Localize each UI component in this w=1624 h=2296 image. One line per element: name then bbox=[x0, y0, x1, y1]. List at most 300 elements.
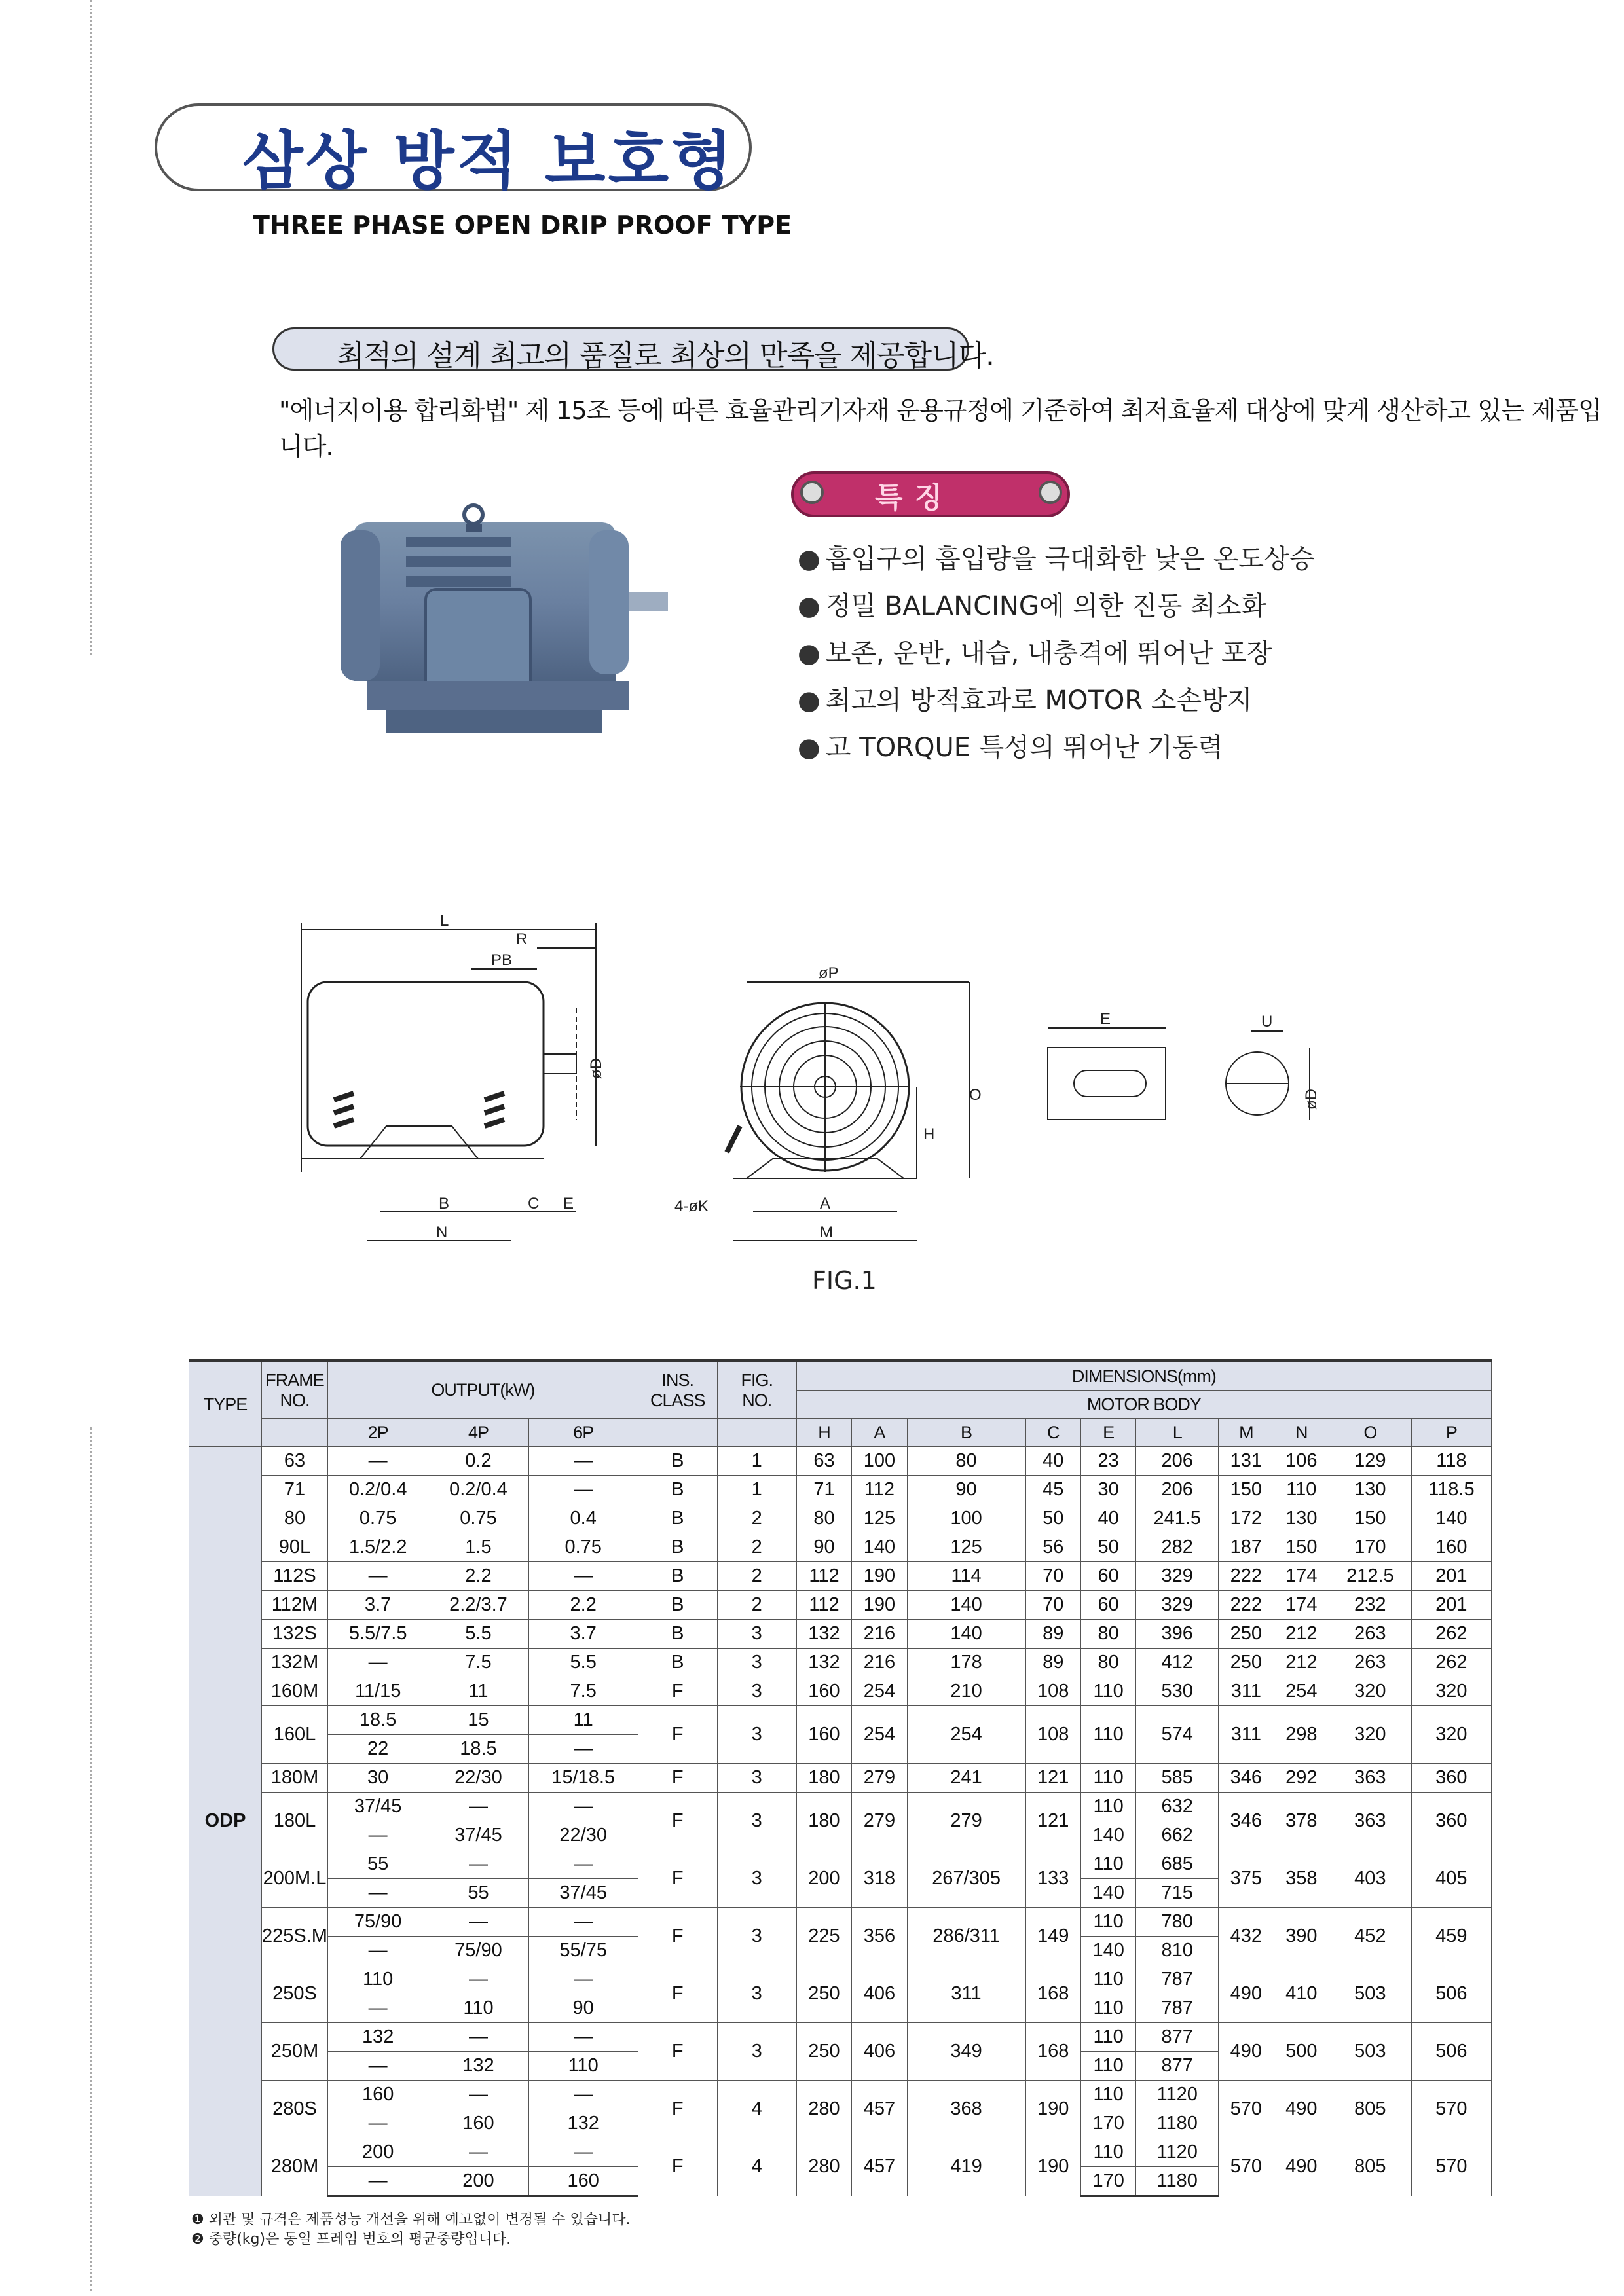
frame-cell: 132M bbox=[262, 1649, 328, 1677]
dim-b-cell: 254 bbox=[907, 1706, 1025, 1764]
dim-p-cell: 360 bbox=[1411, 1793, 1491, 1850]
frame-cell: 250M bbox=[262, 2023, 328, 2081]
output-6p-cell: 110 bbox=[528, 2052, 638, 2081]
dim-o-cell: 363 bbox=[1329, 1793, 1411, 1850]
output-6p-cell: — bbox=[528, 2023, 638, 2052]
dim-n-cell: 110 bbox=[1274, 1476, 1329, 1504]
dim-n-cell: 490 bbox=[1274, 2081, 1329, 2138]
ins-cell: B bbox=[638, 1591, 717, 1620]
output-4p-cell: 0.75 bbox=[428, 1504, 528, 1533]
dim-p-cell: 160 bbox=[1411, 1533, 1491, 1562]
dim-h-cell: 112 bbox=[796, 1562, 851, 1591]
feature-item: ● 보존, 운반, 내습, 내충격에 뛰어난 포장 bbox=[798, 638, 1272, 668]
output-4p-cell: — bbox=[428, 2138, 528, 2167]
fig-cell: 3 bbox=[717, 1965, 796, 2023]
frame-cell: 225S.M bbox=[262, 1908, 328, 1965]
table-row bbox=[189, 2023, 1492, 2052]
frame-cell: 200M.L bbox=[262, 1850, 328, 1908]
dim-m-cell: 250 bbox=[1219, 1649, 1274, 1677]
dim-h-cell: 160 bbox=[796, 1677, 851, 1706]
col-6p: 6P bbox=[528, 1419, 638, 1447]
output-2p-cell: — bbox=[328, 2052, 428, 2081]
dim-p-cell: 320 bbox=[1411, 1706, 1491, 1764]
output-2p-cell: 37/45 bbox=[328, 1793, 428, 1821]
dim-l-cell: 632 bbox=[1136, 1793, 1219, 1821]
dim-l-cell: 787 bbox=[1136, 1965, 1219, 1994]
dim-e-cell: 40 bbox=[1080, 1504, 1135, 1533]
ins-cell: B bbox=[638, 1620, 717, 1649]
dim-l-cell: 412 bbox=[1136, 1649, 1219, 1677]
dim-a-cell: 140 bbox=[852, 1533, 907, 1562]
col-m: M bbox=[1219, 1419, 1274, 1447]
bullet-icon: ● bbox=[798, 638, 821, 668]
dim-b-cell: 140 bbox=[907, 1591, 1025, 1620]
dim-e-cell: 140 bbox=[1080, 1879, 1135, 1908]
output-6p-cell: 3.7 bbox=[528, 1620, 638, 1649]
ins-cell: B bbox=[638, 1447, 717, 1476]
dim-p-cell: 262 bbox=[1411, 1620, 1491, 1649]
output-4p-cell: 1.5 bbox=[428, 1533, 528, 1562]
col-type: TYPE bbox=[189, 1361, 262, 1447]
intro-description: "에너지이용 합리화법" 제 15조 등에 따른 효율관리기자재 운용규정에 기준하여 최저효율제 대상에 맞게 생산하고 있는 제품입니다. bbox=[279, 396, 1602, 461]
frame-cell: 71 bbox=[262, 1476, 328, 1504]
table-row bbox=[189, 1908, 1492, 1937]
output-2p-cell: 132 bbox=[328, 2023, 428, 2052]
dim-label: R bbox=[516, 930, 528, 948]
col-e: E bbox=[1080, 1419, 1135, 1447]
pill-knob-icon bbox=[1039, 481, 1062, 504]
dim-p-cell: 506 bbox=[1411, 2023, 1491, 2081]
output-2p-cell: — bbox=[328, 1821, 428, 1850]
dim-l-cell: 715 bbox=[1136, 1879, 1219, 1908]
dim-l-cell: 585 bbox=[1136, 1764, 1219, 1793]
spec-table bbox=[189, 1359, 1492, 2197]
ins-cell: F bbox=[638, 1965, 717, 2023]
dim-m-cell: 172 bbox=[1219, 1504, 1274, 1533]
fig-cell: 3 bbox=[717, 1649, 796, 1677]
fig-cell: 3 bbox=[717, 1764, 796, 1793]
dim-l-cell: 329 bbox=[1136, 1591, 1219, 1620]
dim-h-cell: 63 bbox=[796, 1447, 851, 1476]
output-6p-cell: — bbox=[528, 1447, 638, 1476]
dim-h-cell: 160 bbox=[796, 1706, 851, 1764]
table-row bbox=[189, 1533, 1492, 1562]
output-2p-cell: 22 bbox=[328, 1735, 428, 1764]
dim-p-cell: 262 bbox=[1411, 1649, 1491, 1677]
dim-c-cell: 133 bbox=[1025, 1850, 1080, 1908]
dim-e-cell: 140 bbox=[1080, 1937, 1135, 1965]
frame-cell: 112M bbox=[262, 1591, 328, 1620]
ins-cell: B bbox=[638, 1562, 717, 1591]
fig-cell: 2 bbox=[717, 1591, 796, 1620]
dim-m-cell: 150 bbox=[1219, 1476, 1274, 1504]
table-row bbox=[189, 1850, 1492, 1879]
output-6p-cell: 0.4 bbox=[528, 1504, 638, 1533]
output-4p-cell: — bbox=[428, 2023, 528, 2052]
output-4p-cell: 132 bbox=[428, 2052, 528, 2081]
dim-b-cell: 279 bbox=[907, 1793, 1025, 1850]
output-2p-cell: — bbox=[328, 1937, 428, 1965]
table-row bbox=[189, 1677, 1492, 1706]
bullet-icon: ● bbox=[798, 733, 821, 763]
dim-e-cell: 110 bbox=[1080, 2023, 1135, 2052]
dim-h-cell: 90 bbox=[796, 1533, 851, 1562]
output-2p-cell: 110 bbox=[328, 1965, 428, 1994]
col-ins: INS. CLASS bbox=[638, 1361, 717, 1419]
dim-e-cell: 50 bbox=[1080, 1533, 1135, 1562]
col-n: N bbox=[1274, 1419, 1329, 1447]
output-6p-cell: — bbox=[528, 1476, 638, 1504]
dim-e-cell: 170 bbox=[1080, 2167, 1135, 2196]
dim-b-cell: 267/305 bbox=[907, 1850, 1025, 1908]
output-2p-cell: — bbox=[328, 2167, 428, 2196]
frame-cell: 90L bbox=[262, 1533, 328, 1562]
dim-h-cell: 280 bbox=[796, 2138, 851, 2196]
dim-label: 4-øK bbox=[674, 1197, 709, 1215]
fig-cell: 1 bbox=[717, 1476, 796, 1504]
dim-a-cell: 190 bbox=[852, 1591, 907, 1620]
output-6p-cell: 7.5 bbox=[528, 1677, 638, 1706]
margin-guide bbox=[90, 1427, 92, 2291]
dim-o-cell: 130 bbox=[1329, 1476, 1411, 1504]
dim-c-cell: 190 bbox=[1025, 2138, 1080, 2196]
dim-n-cell: 130 bbox=[1274, 1504, 1329, 1533]
dim-l-cell: 1180 bbox=[1136, 2109, 1219, 2138]
frame-sub-blank bbox=[262, 1419, 328, 1447]
table-row bbox=[189, 1562, 1492, 1591]
shaft-views bbox=[1048, 1010, 1320, 1120]
frame-cell: 250S bbox=[262, 1965, 328, 2023]
dim-l-cell: 662 bbox=[1136, 1821, 1219, 1850]
dim-m-cell: 432 bbox=[1219, 1908, 1274, 1965]
dim-h-cell: 225 bbox=[796, 1908, 851, 1965]
output-6p-cell: — bbox=[528, 2138, 638, 2167]
frame-cell: 63 bbox=[262, 1447, 328, 1476]
output-4p-cell: 0.2/0.4 bbox=[428, 1476, 528, 1504]
dim-e-cell: 23 bbox=[1080, 1447, 1135, 1476]
col-frame: FRAME NO. bbox=[262, 1361, 328, 1419]
ins-sub-blank bbox=[638, 1419, 717, 1447]
features-label: 특징 bbox=[875, 481, 955, 515]
col-2p: 2P bbox=[328, 1419, 428, 1447]
dim-h-cell: 112 bbox=[796, 1591, 851, 1620]
dim-h-cell: 80 bbox=[796, 1504, 851, 1533]
bullet-icon: ● bbox=[798, 591, 821, 621]
dim-l-cell: 685 bbox=[1136, 1850, 1219, 1879]
table-row bbox=[189, 1476, 1492, 1504]
output-2p-cell: 160 bbox=[328, 2081, 428, 2109]
dim-c-cell: 108 bbox=[1025, 1677, 1080, 1706]
dim-b-cell: 286/311 bbox=[907, 1908, 1025, 1965]
output-6p-cell: — bbox=[528, 1965, 638, 1994]
col-b: B bbox=[907, 1419, 1025, 1447]
ins-cell: F bbox=[638, 1908, 717, 1965]
table-row bbox=[189, 1504, 1492, 1533]
dim-a-cell: 457 bbox=[852, 2081, 907, 2138]
dim-l-cell: 1180 bbox=[1136, 2167, 1219, 2196]
output-6p-cell: 37/45 bbox=[528, 1879, 638, 1908]
dim-o-cell: 212.5 bbox=[1329, 1562, 1411, 1591]
output-6p-cell: 22/30 bbox=[528, 1821, 638, 1850]
output-4p-cell: — bbox=[428, 1850, 528, 1879]
dim-p-cell: 320 bbox=[1411, 1677, 1491, 1706]
output-6p-cell: 132 bbox=[528, 2109, 638, 2138]
frame-cell: 180M bbox=[262, 1764, 328, 1793]
col-h: H bbox=[796, 1419, 851, 1447]
dim-label: U bbox=[1261, 1013, 1273, 1030]
bullet-icon: ● bbox=[798, 685, 821, 716]
dim-n-cell: 358 bbox=[1274, 1850, 1329, 1908]
dimension-drawing bbox=[288, 910, 1336, 1264]
output-2p-cell: 55 bbox=[328, 1850, 428, 1879]
output-2p-cell: — bbox=[328, 1649, 428, 1677]
col-p: P bbox=[1411, 1419, 1491, 1447]
frame-cell: 112S bbox=[262, 1562, 328, 1591]
ins-cell: B bbox=[638, 1533, 717, 1562]
dim-l-cell: 206 bbox=[1136, 1447, 1219, 1476]
output-4p-cell: 5.5 bbox=[428, 1620, 528, 1649]
dim-c-cell: 89 bbox=[1025, 1649, 1080, 1677]
output-2p-cell: 0.75 bbox=[328, 1504, 428, 1533]
dim-e-cell: 60 bbox=[1080, 1562, 1135, 1591]
dim-c-cell: 121 bbox=[1025, 1793, 1080, 1850]
dim-l-cell: 787 bbox=[1136, 1994, 1219, 2023]
fig-cell: 3 bbox=[717, 1793, 796, 1850]
dim-n-cell: 298 bbox=[1274, 1706, 1329, 1764]
dim-m-cell: 570 bbox=[1219, 2081, 1274, 2138]
margin-guide bbox=[90, 0, 92, 655]
dim-n-cell: 150 bbox=[1274, 1533, 1329, 1562]
feature-item: ● 고 TORQUE 특성의 뛰어난 기동력 bbox=[798, 733, 1223, 763]
frame-cell: 132S bbox=[262, 1620, 328, 1649]
output-6p-cell: 90 bbox=[528, 1994, 638, 2023]
dim-b-cell: 368 bbox=[907, 2081, 1025, 2138]
output-6p-cell: 0.75 bbox=[528, 1533, 638, 1562]
dim-p-cell: 405 bbox=[1411, 1850, 1491, 1908]
output-6p-cell: 11 bbox=[528, 1706, 638, 1735]
col-o: O bbox=[1329, 1419, 1411, 1447]
dim-n-cell: 390 bbox=[1274, 1908, 1329, 1965]
dim-c-cell: 50 bbox=[1025, 1504, 1080, 1533]
dim-h-cell: 200 bbox=[796, 1850, 851, 1908]
ins-cell: F bbox=[638, 2081, 717, 2138]
motor-photo bbox=[327, 498, 668, 759]
fig-cell: 4 bbox=[717, 2081, 796, 2138]
dim-o-cell: 452 bbox=[1329, 1908, 1411, 1965]
dim-label: L bbox=[440, 912, 449, 930]
output-2p-cell: 3.7 bbox=[328, 1591, 428, 1620]
col-l: L bbox=[1136, 1419, 1219, 1447]
dim-p-cell: 360 bbox=[1411, 1764, 1491, 1793]
output-4p-cell: 2.2 bbox=[428, 1562, 528, 1591]
output-2p-cell: — bbox=[328, 1562, 428, 1591]
dim-m-cell: 222 bbox=[1219, 1562, 1274, 1591]
ins-cell: F bbox=[638, 2138, 717, 2196]
fig-cell: 3 bbox=[717, 1706, 796, 1764]
dim-a-cell: 318 bbox=[852, 1850, 907, 1908]
output-4p-cell: 11 bbox=[428, 1677, 528, 1706]
dim-e-cell: 110 bbox=[1080, 2138, 1135, 2167]
col-4p: 4P bbox=[428, 1419, 528, 1447]
dim-label: PB bbox=[491, 951, 513, 969]
dim-n-cell: 292 bbox=[1274, 1764, 1329, 1793]
dim-o-cell: 232 bbox=[1329, 1591, 1411, 1620]
dim-m-cell: 250 bbox=[1219, 1620, 1274, 1649]
output-4p-cell: 55 bbox=[428, 1879, 528, 1908]
dim-l-cell: 1120 bbox=[1136, 2081, 1219, 2109]
table-row bbox=[189, 1764, 1492, 1793]
col-dimensions: DIMENSIONS(mm) bbox=[796, 1361, 1491, 1391]
notes bbox=[191, 2210, 630, 2250]
output-2p-cell: — bbox=[328, 2109, 428, 2138]
ins-cell: F bbox=[638, 1850, 717, 1908]
dim-o-cell: 320 bbox=[1329, 1677, 1411, 1706]
table-row bbox=[189, 1447, 1492, 1476]
output-4p-cell: 18.5 bbox=[428, 1735, 528, 1764]
dim-a-cell: 254 bbox=[852, 1706, 907, 1764]
dim-e-cell: 110 bbox=[1080, 1965, 1135, 1994]
note-item: ❷ 중량(kg)은 동일 프레임 번호의 평균중량입니다. bbox=[191, 2231, 511, 2248]
dim-m-cell: 311 bbox=[1219, 1706, 1274, 1764]
output-4p-cell: — bbox=[428, 1965, 528, 1994]
dim-b-cell: 100 bbox=[907, 1504, 1025, 1533]
dim-p-cell: 570 bbox=[1411, 2138, 1491, 2196]
dim-c-cell: 168 bbox=[1025, 2023, 1080, 2081]
output-4p-cell: 75/90 bbox=[428, 1937, 528, 1965]
dim-b-cell: 349 bbox=[907, 2023, 1025, 2081]
dim-h-cell: 280 bbox=[796, 2081, 851, 2138]
output-4p-cell: 22/30 bbox=[428, 1764, 528, 1793]
dim-e-cell: 110 bbox=[1080, 1706, 1135, 1764]
dim-e-cell: 80 bbox=[1080, 1620, 1135, 1649]
dim-p-cell: 140 bbox=[1411, 1504, 1491, 1533]
dim-l-cell: 780 bbox=[1136, 1908, 1219, 1937]
dim-e-cell: 110 bbox=[1080, 1793, 1135, 1821]
dim-h-cell: 180 bbox=[796, 1764, 851, 1793]
table-row bbox=[189, 1649, 1492, 1677]
dim-m-cell: 131 bbox=[1219, 1447, 1274, 1476]
dim-m-cell: 222 bbox=[1219, 1591, 1274, 1620]
dim-p-cell: 201 bbox=[1411, 1562, 1491, 1591]
dim-a-cell: 457 bbox=[852, 2138, 907, 2196]
fig-cell: 2 bbox=[717, 1562, 796, 1591]
dim-e-cell: 170 bbox=[1080, 2109, 1135, 2138]
dim-m-cell: 311 bbox=[1219, 1677, 1274, 1706]
col-fig: FIG. NO. bbox=[717, 1361, 796, 1419]
dim-e-cell: 110 bbox=[1080, 1764, 1135, 1793]
output-2p-cell: 30 bbox=[328, 1764, 428, 1793]
dim-label: C bbox=[528, 1195, 540, 1212]
dim-o-cell: 129 bbox=[1329, 1447, 1411, 1476]
dim-e-cell: 110 bbox=[1080, 2052, 1135, 2081]
dim-h-cell: 180 bbox=[796, 1793, 851, 1850]
dim-p-cell: 118 bbox=[1411, 1447, 1491, 1476]
dim-p-cell: 118.5 bbox=[1411, 1476, 1491, 1504]
output-4p-cell: — bbox=[428, 1908, 528, 1937]
ins-cell: B bbox=[638, 1504, 717, 1533]
col-a: A bbox=[852, 1419, 907, 1447]
note-item: ❶ 외관 및 규격은 제품성능 개선을 위해 예고없이 변경될 수 있습니다. bbox=[191, 2212, 631, 2228]
output-6p-cell: — bbox=[528, 1793, 638, 1821]
dim-b-cell: 114 bbox=[907, 1562, 1025, 1591]
dim-n-cell: 490 bbox=[1274, 2138, 1329, 2196]
dim-l-cell: 574 bbox=[1136, 1706, 1219, 1764]
output-6p-cell: 5.5 bbox=[528, 1649, 638, 1677]
dim-c-cell: 70 bbox=[1025, 1591, 1080, 1620]
dim-o-cell: 805 bbox=[1329, 2081, 1411, 2138]
dim-b-cell: 241 bbox=[907, 1764, 1025, 1793]
output-4p-cell: 200 bbox=[428, 2167, 528, 2196]
frame-cell: 80 bbox=[262, 1504, 328, 1533]
output-4p-cell: 0.2 bbox=[428, 1447, 528, 1476]
ins-cell: B bbox=[638, 1476, 717, 1504]
output-6p-cell: — bbox=[528, 2081, 638, 2109]
dim-o-cell: 403 bbox=[1329, 1850, 1411, 1908]
fig-cell: 3 bbox=[717, 1908, 796, 1965]
ins-cell: B bbox=[638, 1649, 717, 1677]
dim-e-cell: 60 bbox=[1080, 1591, 1135, 1620]
dim-b-cell: 419 bbox=[907, 2138, 1025, 2196]
output-2p-cell: 18.5 bbox=[328, 1706, 428, 1735]
dim-m-cell: 490 bbox=[1219, 1965, 1274, 2023]
dim-e-cell: 110 bbox=[1080, 1908, 1135, 1937]
col-c: C bbox=[1025, 1419, 1080, 1447]
feature-item: ● 흡입구의 흡입량을 극대화한 낮은 온도상승 bbox=[798, 544, 1315, 574]
dim-l-cell: 206 bbox=[1136, 1476, 1219, 1504]
dim-c-cell: 121 bbox=[1025, 1764, 1080, 1793]
dim-label: øP bbox=[819, 964, 839, 982]
ins-cell: F bbox=[638, 1764, 717, 1793]
dim-label: øD bbox=[1302, 1089, 1320, 1110]
front-view bbox=[674, 964, 982, 1241]
dim-b-cell: 178 bbox=[907, 1649, 1025, 1677]
dim-m-cell: 187 bbox=[1219, 1533, 1274, 1562]
table-row bbox=[189, 1706, 1492, 1735]
output-6p-cell: — bbox=[528, 1735, 638, 1764]
dim-m-cell: 375 bbox=[1219, 1850, 1274, 1908]
dim-label: A bbox=[820, 1195, 831, 1212]
dim-b-cell: 125 bbox=[907, 1533, 1025, 1562]
ins-cell: F bbox=[638, 1706, 717, 1764]
dim-l-cell: 810 bbox=[1136, 1937, 1219, 1965]
ins-cell: F bbox=[638, 1793, 717, 1850]
dim-label: øD bbox=[587, 1058, 605, 1079]
dim-m-cell: 346 bbox=[1219, 1764, 1274, 1793]
dim-a-cell: 254 bbox=[852, 1677, 907, 1706]
dim-h-cell: 71 bbox=[796, 1476, 851, 1504]
output-4p-cell: 110 bbox=[428, 1994, 528, 2023]
output-2p-cell: 0.2/0.4 bbox=[328, 1476, 428, 1504]
dim-o-cell: 503 bbox=[1329, 2023, 1411, 2081]
frame-cell: 280S bbox=[262, 2081, 328, 2138]
dim-label: N bbox=[436, 1224, 448, 1241]
dim-b-cell: 311 bbox=[907, 1965, 1025, 2023]
ins-cell: F bbox=[638, 1677, 717, 1706]
dim-h-cell: 132 bbox=[796, 1620, 851, 1649]
dim-l-cell: 530 bbox=[1136, 1677, 1219, 1706]
dim-e-cell: 110 bbox=[1080, 1850, 1135, 1879]
dim-n-cell: 212 bbox=[1274, 1620, 1329, 1649]
pill-knob-icon bbox=[800, 481, 824, 504]
dim-c-cell: 70 bbox=[1025, 1562, 1080, 1591]
output-4p-cell: 160 bbox=[428, 2109, 528, 2138]
output-4p-cell: 37/45 bbox=[428, 1821, 528, 1850]
dim-p-cell: 459 bbox=[1411, 1908, 1491, 1965]
dim-h-cell: 250 bbox=[796, 1965, 851, 2023]
col-output: OUTPUT(kW) bbox=[328, 1361, 638, 1419]
output-6p-cell: 160 bbox=[528, 2167, 638, 2196]
dim-l-cell: 282 bbox=[1136, 1533, 1219, 1562]
